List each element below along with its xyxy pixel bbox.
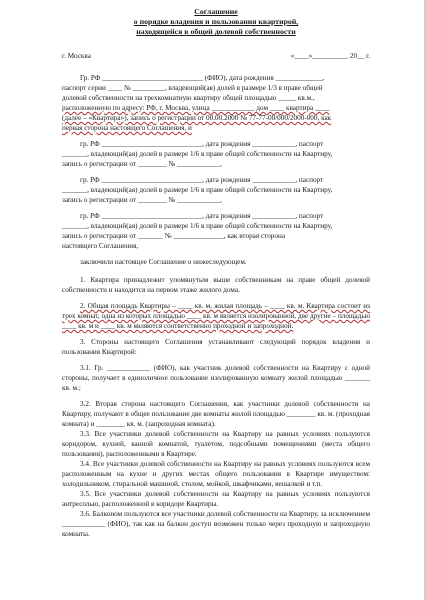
clause-1: 1. Квартира принадлежит упомянутым выше собственникам на праве общей долевой собственности и находится на первом этаже жилого дома. (62, 276, 370, 294)
party-2-line: запись о регистрации от ________ № ____________, (62, 160, 222, 168)
party-1-line: долевой собственности на трехкомнатную квартиру общей площадью _____ кв.м., (62, 94, 315, 102)
party-2-line: _______, владеющий(ая) долей в размере 1/6 в праве общей собственности на Квартиру, (62, 150, 333, 158)
party-2-line: гр. РФ ____________________________, дата рождения ____________, паспорт (80, 140, 324, 148)
party-4 (62, 211, 370, 251)
title-line-1: Соглашение (194, 7, 238, 16)
document-title (62, 7, 370, 37)
party-4-line: настоящего Соглашения, (62, 242, 139, 250)
party-3-line: запись о регистрации от ________ № ____________, (62, 196, 222, 204)
clause-3-5: 3.5. Все участники долевой собственности на Квартиру на равных условиях пользуются антресолью, расположенной в коридоре Квартиры. (62, 490, 370, 508)
clause-3-1: 3.1. Гр. ____________ (ФИО), как участник долевой собственности на Квартиру с одной стороны, получает в единоличное пользование изолированную комнату жилой площадью _______ кв. м.; (62, 364, 370, 392)
place-text: г. Москва (62, 52, 91, 60)
date-text: «____»__________ 20__ г. (290, 52, 370, 60)
party-1-line: паспорт серии ____ № _________, владеющий(ая) долей в размере 1/3 в праве общей (62, 84, 323, 92)
intro-text: заключили настоящее Соглашение о нижеследующем. (80, 258, 247, 266)
clause-3-3: 3.3. Все участники долевой собственности на Квартиру на равных условиях пользуются коридором, кухней, ванной комнатой, туалетом, подсобными помещениями (места общего пользования), расположенными в Квартире. (62, 430, 370, 458)
clause-3-4: 3.4. Все участники долевой собственности на Квартиру на равных условиях пользуются всем расположенным на кухне и других местах общего пользования в Квартире имуществом: холодильником, стиральной машиной, столом, мойкой, шкафчиками, вешалкой и т.п. (62, 460, 370, 488)
title-line-2: о порядке владения и пользования квартирой, (133, 17, 299, 26)
title-line-3: находящейся в общей долевой собственности (136, 27, 296, 36)
party-1-line: Гр. РФ ____________________________ (ФИО), дата рождения _____________, (80, 74, 325, 82)
party-4-line: гр. РФ ____________________________, дата рождения ____________, паспорт (80, 212, 324, 220)
party-3-line: гр. РФ ____________________________, дата рождения ____________, паспорт (80, 176, 324, 184)
place-date-row (62, 51, 370, 61)
party-4-line: запись о регистрации от _______ № ______________, как вторая сторона (62, 232, 286, 240)
party-4-line: _______, владеющий(ая) долей в размере 1/6 в праве общей собственности на Квартиру, (62, 222, 333, 230)
party-1-line: расположенную по адресу: РФ, г. Москва, улица ____________ дом ____ квартира ____ (62, 104, 330, 112)
clause-3: 3. Стороны настоящего Соглашения устанавливают следующий порядок владения и пользования Квартирой: (62, 338, 370, 356)
clause-3-2: 3.2. Вторая сторона настоящего Соглашения, как участники долевой собственности на Квартиру, получают в общее пользование две комнаты жилой площадью ________ кв. м. (проходная комната) и ________ кв. м. (запроходная комната). (62, 400, 370, 428)
party-3-line: _______, владеющий(ая) долей в размере 1/6 в праве общей собственности на Квартиру, (62, 186, 333, 194)
party-3 (62, 175, 370, 205)
clause-3-6: 3.6. Балконом пользуются все участники долевой собственности на Квартиру, за исключением ____________ (ФИО), так как на балкон доступ возможен только через проходную и запроходную комнаты. (62, 510, 370, 538)
clause-2: 2. Общая площадь Квартиры – ____ кв. м, жилая площадь – ____ кв. м. Квартира состоит из трех комнат, одна из которых площадью ____ кв. м является изолированной, две другие – площадью ____ кв. м и ____ кв. м являются соответственно проходной и запроходной. (62, 302, 370, 330)
party-2 (62, 139, 370, 169)
party-1-line: (далее – «Квартира»), запись о регистрации от 00.00.2000 № 77-77-00/000/2000-000, как (62, 114, 332, 122)
party-1 (62, 73, 370, 133)
party-1-line: первая сторона настоящего Соглашения, и (62, 124, 192, 132)
